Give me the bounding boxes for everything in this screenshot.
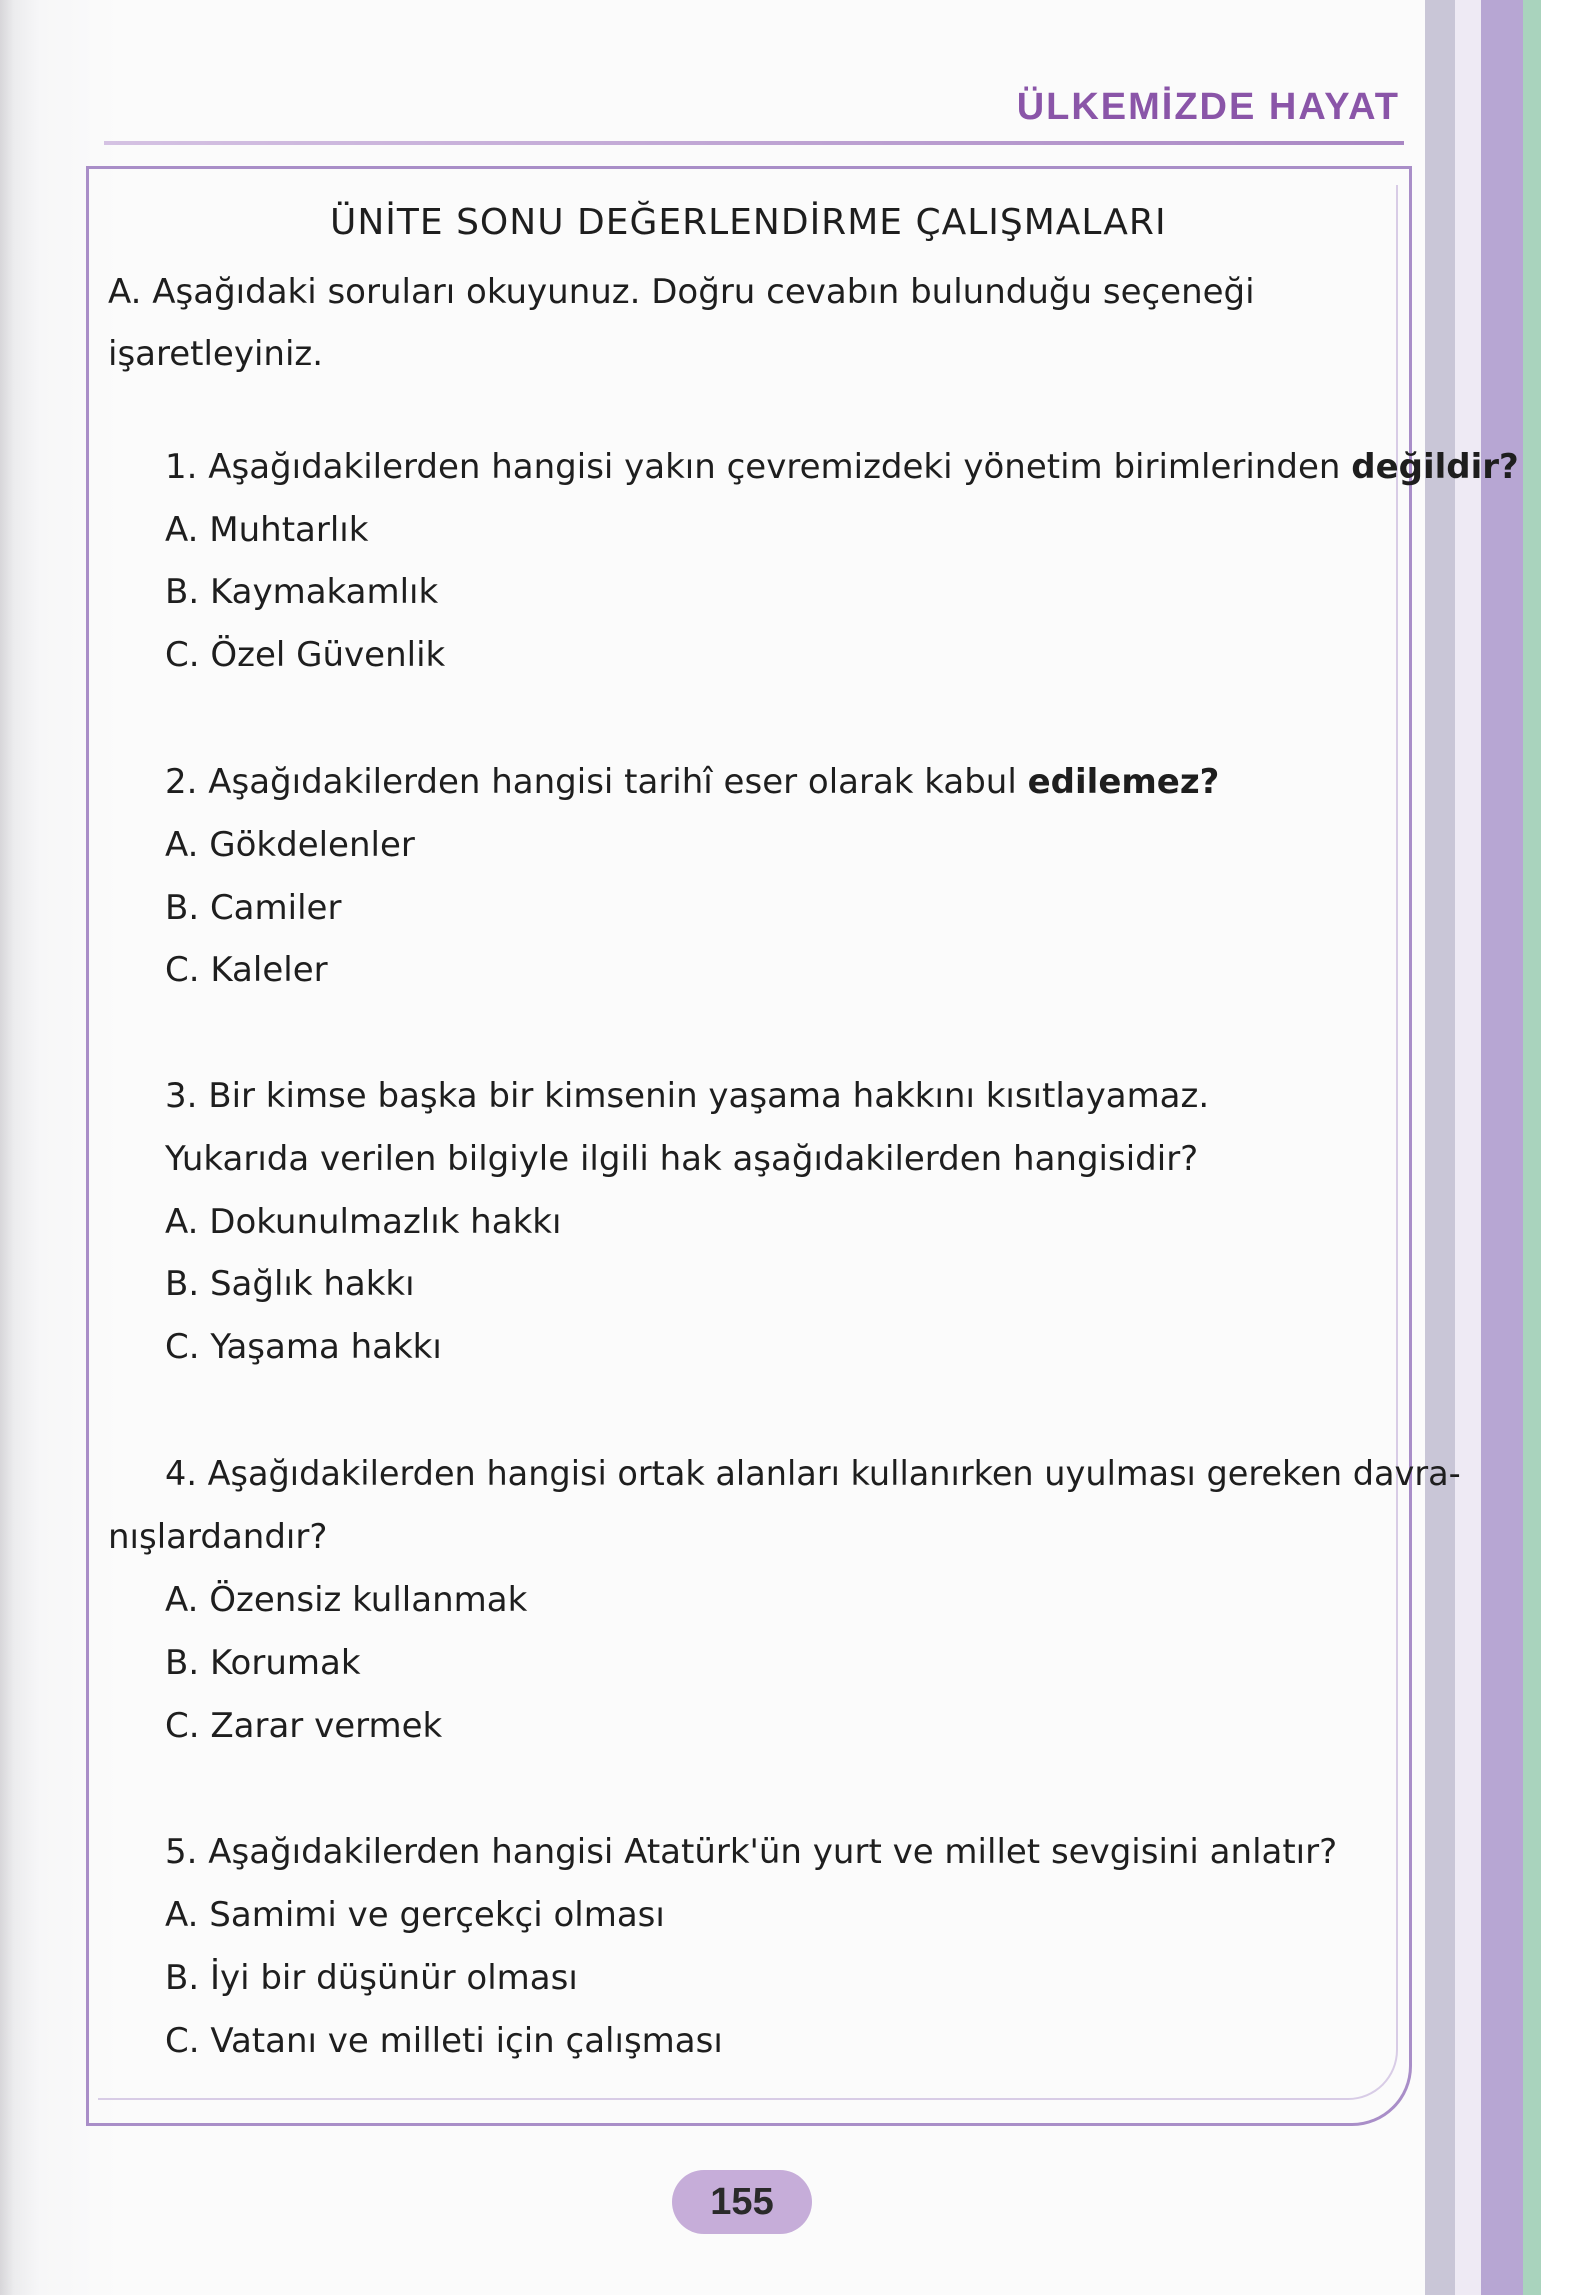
section-title: ÜNİTE SONU DEĞERLENDİRME ÇALIŞMALARI bbox=[330, 202, 1167, 243]
binding-strip bbox=[1425, 0, 1455, 2295]
option-4a[interactable]: A. Özensiz kullanmak bbox=[165, 1580, 528, 1620]
option-2b[interactable]: B. Camiler bbox=[165, 888, 342, 928]
question-text: 2. Aşağıdakilerden hangisi tarihî eser olarak kabul bbox=[165, 762, 1017, 802]
question-3: 3. Bir kimse başka bir kimsenin yaşama hakkını kısıtlayamaz. bbox=[165, 1076, 1210, 1116]
question-emphasis: değildir? bbox=[1351, 447, 1519, 487]
question-text: 1. Aşağıdakilerden hangisi yakın çevremizdeki yönetim birimlerinden bbox=[165, 447, 1341, 487]
option-5a[interactable]: A. Samimi ve gerçekçi olması bbox=[165, 1895, 665, 1935]
option-1b[interactable]: B. Kaymakamlık bbox=[165, 572, 439, 612]
binding-strip-green bbox=[1523, 0, 1541, 2295]
option-1a[interactable]: A. Muhtarlık bbox=[165, 510, 369, 550]
question-4: 4. Aşağıdakilerden hangisi ortak alanları kullanırken uyulması gereken davra- bbox=[165, 1454, 1461, 1493]
header-rule bbox=[104, 141, 1404, 145]
question-emphasis: edilemez? bbox=[1027, 762, 1220, 802]
option-2a[interactable]: A. Gökdelenler bbox=[165, 825, 415, 865]
question-2 bbox=[165, 762, 1219, 802]
option-5b[interactable]: B. İyi bir düşünür olması bbox=[165, 1958, 578, 1998]
option-3c[interactable]: C. Yaşama hakkı bbox=[165, 1327, 442, 1367]
binding-strip bbox=[1455, 0, 1481, 2295]
unit-header-title: ÜLKEMİZDE HAYAT bbox=[1016, 86, 1400, 128]
question-1 bbox=[165, 447, 1519, 487]
question-4-line2: nışlardandır? bbox=[108, 1517, 328, 1557]
option-4c[interactable]: C. Zarar vermek bbox=[165, 1706, 443, 1746]
question-5: 5. Aşağıdakilerden hangisi Atatürk'ün yurt ve millet sevgisini anlatır? bbox=[165, 1832, 1338, 1872]
instruction-line: işaretleyiniz. bbox=[108, 334, 324, 374]
option-3b[interactable]: B. Sağlık hakkı bbox=[165, 1264, 415, 1304]
option-1c[interactable]: C. Özel Güvenlik bbox=[165, 635, 446, 675]
instruction-line: A. Aşağıdaki soruları okuyunuz. Doğru cevabın bulunduğu seçeneği bbox=[108, 272, 1255, 312]
option-3a[interactable]: A. Dokunulmazlık hakkı bbox=[165, 1202, 562, 1242]
page-edge bbox=[1541, 0, 1574, 2295]
option-4b[interactable]: B. Korumak bbox=[165, 1643, 361, 1683]
option-5c[interactable]: C. Vatanı ve milleti için çalışması bbox=[165, 2021, 723, 2061]
page-number: 155 bbox=[672, 2170, 812, 2234]
binding-strip-purple bbox=[1481, 0, 1523, 2295]
question-3-line2: Yukarıda verilen bilgiyle ilgili hak aşağıdakilerden hangisidir? bbox=[165, 1139, 1199, 1179]
option-2c[interactable]: C. Kaleler bbox=[165, 950, 328, 990]
